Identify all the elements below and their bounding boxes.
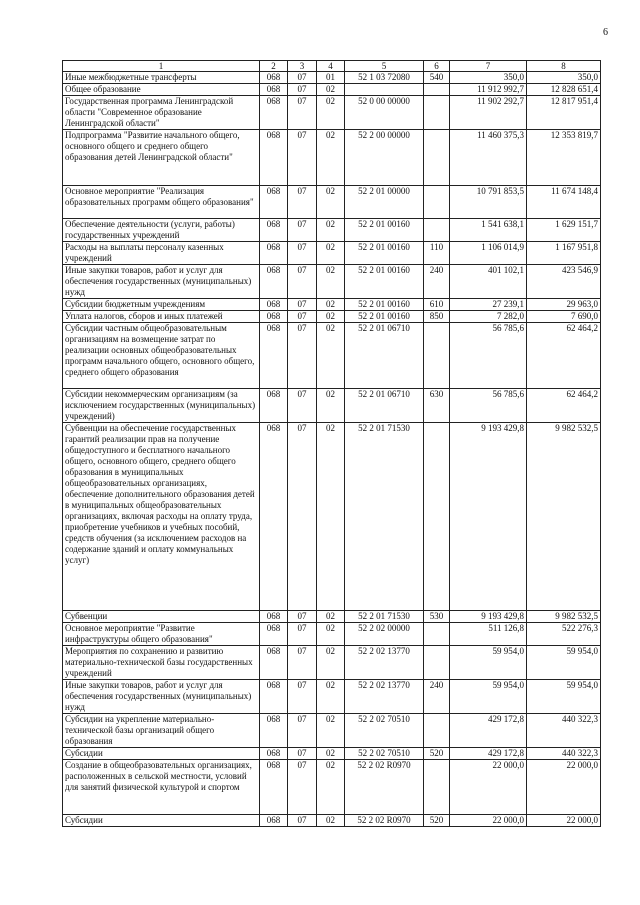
target-article (345, 84, 424, 96)
amount-year-1: 59 954,0 (450, 680, 527, 714)
table-row (63, 311, 601, 323)
column-header: 4 (317, 61, 345, 72)
section-code: 07 (288, 219, 317, 242)
table-row (63, 96, 601, 130)
section-code: 07 (288, 311, 317, 323)
target-article: 52 2 02 13770 (345, 646, 424, 680)
table-row (63, 714, 601, 748)
admin-code: 068 (260, 423, 288, 611)
subsection-code: 02 (317, 423, 345, 611)
table-row (63, 242, 601, 265)
row-name: Субвенции (63, 611, 260, 623)
section-code: 07 (288, 242, 317, 265)
table-row (63, 84, 601, 96)
subsection-code: 02 (317, 760, 345, 815)
section-code: 07 (288, 389, 317, 423)
subsection-code: 02 (317, 130, 345, 186)
subsection-code: 02 (317, 680, 345, 714)
amount-year-2: 22 000,0 (527, 760, 601, 815)
row-name: Общее образование (63, 84, 260, 96)
subsection-code: 02 (317, 299, 345, 311)
target-article: 52 2 01 06710 (345, 389, 424, 423)
table-row (63, 748, 601, 760)
amount-year-2: 12 353 819,7 (527, 130, 601, 186)
amount-year-2: 29 963,0 (527, 299, 601, 311)
target-article: 52 2 01 71530 (345, 611, 424, 623)
table-row (63, 760, 601, 815)
section-code: 07 (288, 714, 317, 748)
expense-type: 240 (424, 680, 450, 714)
row-name: Иные межбюджетные трансферты (63, 72, 260, 84)
section-code: 07 (288, 72, 317, 84)
target-article: 52 2 02 70510 (345, 714, 424, 748)
budget-table (62, 60, 601, 827)
row-name: Иные закупки товаров, работ и услуг для обеспечения государственных (муниципальных) нужд (63, 680, 260, 714)
section-code: 07 (288, 760, 317, 815)
target-article: 52 2 01 00160 (345, 311, 424, 323)
amount-year-2: 62 464,2 (527, 323, 601, 389)
section-code: 07 (288, 423, 317, 611)
table-row (63, 815, 601, 827)
amount-year-1: 10 791 853,5 (450, 186, 527, 219)
amount-year-2: 62 464,2 (527, 389, 601, 423)
expense-type (424, 219, 450, 242)
target-article: 52 2 01 00160 (345, 299, 424, 311)
expense-type (424, 760, 450, 815)
row-name: Субсидии на укрепление материально-технической базы организаций общего образования (63, 714, 260, 748)
target-article: 52 2 02 00000 (345, 623, 424, 646)
row-name: Уплата налогов, сборов и иных платежей (63, 311, 260, 323)
amount-year-2: 423 546,9 (527, 265, 601, 299)
target-article: 52 1 03 72080 (345, 72, 424, 84)
admin-code: 068 (260, 760, 288, 815)
amount-year-1: 429 172,8 (450, 714, 527, 748)
section-code: 07 (288, 265, 317, 299)
target-article: 52 2 02 R0970 (345, 815, 424, 827)
table-row (63, 389, 601, 423)
amount-year-1: 7 282,0 (450, 311, 527, 323)
section-code: 07 (288, 611, 317, 623)
admin-code: 068 (260, 219, 288, 242)
row-name: Подпрограмма "Развитие начального общего, основного общего и среднего общего образования детей Ленинградской области" (63, 130, 260, 186)
target-article: 52 2 02 13770 (345, 680, 424, 714)
amount-year-1: 11 460 375,3 (450, 130, 527, 186)
amount-year-1: 1 541 638,1 (450, 219, 527, 242)
table-row (63, 623, 601, 646)
section-code: 07 (288, 748, 317, 760)
subsection-code: 02 (317, 311, 345, 323)
amount-year-1: 401 102,1 (450, 265, 527, 299)
expense-type: 520 (424, 815, 450, 827)
table-row (63, 423, 601, 611)
admin-code: 068 (260, 815, 288, 827)
target-article: 52 2 01 00000 (345, 186, 424, 219)
admin-code: 068 (260, 323, 288, 389)
target-article: 52 2 01 00160 (345, 219, 424, 242)
table-row (63, 323, 601, 389)
subsection-code: 02 (317, 265, 345, 299)
section-code: 07 (288, 96, 317, 130)
admin-code: 068 (260, 265, 288, 299)
row-name: Иные закупки товаров, работ и услуг для обеспечения государственных (муниципальных) нужд (63, 265, 260, 299)
subsection-code: 02 (317, 242, 345, 265)
target-article: 52 2 00 00000 (345, 130, 424, 186)
column-header: 1 (63, 61, 260, 72)
section-code: 07 (288, 815, 317, 827)
table-row (63, 646, 601, 680)
column-header: 3 (288, 61, 317, 72)
row-name: Субсидии (63, 748, 260, 760)
row-name: Обеспечение деятельности (услуги, работы) государственных учреждений (63, 219, 260, 242)
target-article: 52 2 01 06710 (345, 323, 424, 389)
amount-year-2: 12 817 951,4 (527, 96, 601, 130)
section-code: 07 (288, 623, 317, 646)
amount-year-1: 429 172,8 (450, 748, 527, 760)
amount-year-1: 11 902 292,7 (450, 96, 527, 130)
row-name: Субсидии некоммерческим организациям (за исключением государственных (муниципальных) учреждений) (63, 389, 260, 423)
expense-type: 530 (424, 611, 450, 623)
section-code: 07 (288, 130, 317, 186)
section-code: 07 (288, 323, 317, 389)
expense-type (424, 323, 450, 389)
admin-code: 068 (260, 242, 288, 265)
subsection-code: 02 (317, 646, 345, 680)
amount-year-1: 1 106 014,9 (450, 242, 527, 265)
row-name: Государственная программа Ленинградской области "Современное образование Ленинградской области" (63, 96, 260, 130)
target-article: 52 2 01 71530 (345, 423, 424, 611)
row-name: Субсидии частным общеобразовательным организациям на возмещение затрат по реализации основных общеобразовательных программ начального общего, основного общего, среднего общего образования (63, 323, 260, 389)
row-name: Основное мероприятие "Развитие инфраструктуры общего образования" (63, 623, 260, 646)
subsection-code: 02 (317, 815, 345, 827)
amount-year-2: 350,0 (527, 72, 601, 84)
amount-year-1: 511 126,8 (450, 623, 527, 646)
table-header-row (63, 61, 601, 72)
amount-year-1: 22 000,0 (450, 815, 527, 827)
admin-code: 068 (260, 748, 288, 760)
row-name: Субвенции на обеспечение государственных гарантий реализации прав на получение общедоступного и бесплатного начального общего, основного общего, среднего общего образования в муниципальных общеобразовательных организациях, обеспечение дополнительного образования детей в муниципальных общеобразовательных организациях, включая расходы на оплату труда, приобретение учебников и учебных пособий, средств обучения (за исключением расходов на содержание зданий и оплату коммунальных услуг) (63, 423, 260, 611)
section-code: 07 (288, 299, 317, 311)
subsection-code: 02 (317, 84, 345, 96)
amount-year-1: 9 193 429,8 (450, 611, 527, 623)
admin-code: 068 (260, 611, 288, 623)
admin-code: 068 (260, 299, 288, 311)
section-code: 07 (288, 84, 317, 96)
admin-code: 068 (260, 714, 288, 748)
expense-type: 110 (424, 242, 450, 265)
admin-code: 068 (260, 186, 288, 219)
admin-code: 068 (260, 130, 288, 186)
amount-year-1: 59 954,0 (450, 646, 527, 680)
subsection-code: 02 (317, 714, 345, 748)
admin-code: 068 (260, 311, 288, 323)
table-row (63, 186, 601, 219)
page-number: 6 (603, 27, 608, 38)
admin-code: 068 (260, 680, 288, 714)
amount-year-2: 7 690,0 (527, 311, 601, 323)
amount-year-1: 27 239,1 (450, 299, 527, 311)
table-row (63, 265, 601, 299)
row-name: Субсидии бюджетным учреждениям (63, 299, 260, 311)
amount-year-2: 59 954,0 (527, 680, 601, 714)
expense-type (424, 84, 450, 96)
expense-type: 610 (424, 299, 450, 311)
column-header: 2 (260, 61, 288, 72)
column-header: 5 (345, 61, 424, 72)
admin-code: 068 (260, 389, 288, 423)
section-code: 07 (288, 186, 317, 219)
amount-year-1: 56 785,6 (450, 389, 527, 423)
expense-type: 850 (424, 311, 450, 323)
subsection-code: 02 (317, 186, 345, 219)
row-name: Расходы на выплаты персоналу казенных учреждений (63, 242, 260, 265)
row-name: Субсидии (63, 815, 260, 827)
table-row (63, 299, 601, 311)
target-article: 52 2 01 00160 (345, 265, 424, 299)
amount-year-1: 350,0 (450, 72, 527, 84)
target-article: 52 2 02 70510 (345, 748, 424, 760)
admin-code: 068 (260, 72, 288, 84)
amount-year-1: 9 193 429,8 (450, 423, 527, 611)
expense-type (424, 646, 450, 680)
row-name: Основное мероприятие "Реализация образовательных программ общего образования" (63, 186, 260, 219)
expense-type: 630 (424, 389, 450, 423)
amount-year-2: 1 167 951,8 (527, 242, 601, 265)
amount-year-2: 522 276,3 (527, 623, 601, 646)
table-row (63, 130, 601, 186)
admin-code: 068 (260, 623, 288, 646)
amount-year-2: 22 000,0 (527, 815, 601, 827)
amount-year-2: 9 982 532,5 (527, 423, 601, 611)
subsection-code: 02 (317, 219, 345, 242)
amount-year-1: 56 785,6 (450, 323, 527, 389)
expense-type: 540 (424, 72, 450, 84)
amount-year-1: 11 912 992,7 (450, 84, 527, 96)
row-name: Создание в общеобразовательных организациях, расположенных в сельской местности, условий для занятий физической культурой и спортом (63, 760, 260, 815)
subsection-code: 02 (317, 623, 345, 646)
table-row (63, 219, 601, 242)
subsection-code: 02 (317, 389, 345, 423)
subsection-code: 02 (317, 96, 345, 130)
target-article: 52 2 02 R0970 (345, 760, 424, 815)
amount-year-2: 59 954,0 (527, 646, 601, 680)
column-header: 7 (450, 61, 527, 72)
expense-type: 520 (424, 748, 450, 760)
target-article: 52 0 00 00000 (345, 96, 424, 130)
subsection-code: 02 (317, 611, 345, 623)
section-code: 07 (288, 680, 317, 714)
subsection-code: 01 (317, 72, 345, 84)
table-row (63, 72, 601, 84)
amount-year-2: 11 674 148,4 (527, 186, 601, 219)
admin-code: 068 (260, 84, 288, 96)
subsection-code: 02 (317, 323, 345, 389)
section-code: 07 (288, 646, 317, 680)
amount-year-2: 440 322,3 (527, 748, 601, 760)
expense-type (424, 714, 450, 748)
admin-code: 068 (260, 646, 288, 680)
row-name: Мероприятия по сохранению и развитию материально-технической базы государственных учреждений (63, 646, 260, 680)
amount-year-1: 22 000,0 (450, 760, 527, 815)
amount-year-2: 1 629 151,7 (527, 219, 601, 242)
table-row (63, 611, 601, 623)
expense-type (424, 186, 450, 219)
amount-year-2: 9 982 532,5 (527, 611, 601, 623)
table-row (63, 680, 601, 714)
expense-type (424, 96, 450, 130)
target-article: 52 2 01 00160 (345, 242, 424, 265)
column-header: 6 (424, 61, 450, 72)
expense-type (424, 130, 450, 186)
expense-type (424, 423, 450, 611)
expense-type (424, 623, 450, 646)
expense-type: 240 (424, 265, 450, 299)
column-header: 8 (527, 61, 601, 72)
subsection-code: 02 (317, 748, 345, 760)
amount-year-2: 12 828 651,4 (527, 84, 601, 96)
amount-year-2: 440 322,3 (527, 714, 601, 748)
admin-code: 068 (260, 96, 288, 130)
